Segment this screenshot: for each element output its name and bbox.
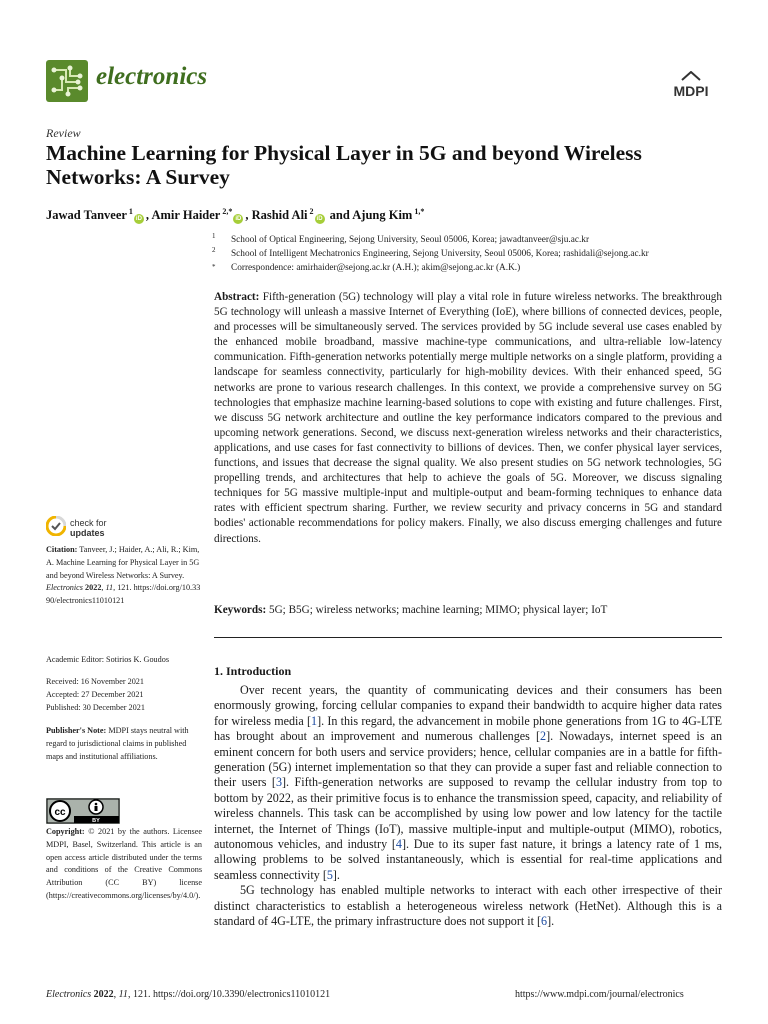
publisher-note xyxy=(46,725,202,763)
paragraph-text: ]. In this regard, the advancement in mobile phone generations from 1G to 4G-LTE has brought about an improvement and numerous challenges [ xyxy=(214,713,722,744)
publisher-note-text: MDPI stays neutral with regard to jurisdictional claims in published maps and institutional affiliations. xyxy=(46,726,189,761)
affiliation-text: Correspondence: amirhaider@sejong.ac.kr (A.H.); akim@sejong.ac.kr (A.K.) xyxy=(231,263,521,273)
publisher-note-label: Publisher's Note: xyxy=(46,726,107,735)
reference-link[interactable]: 5 xyxy=(326,867,333,882)
publisher-logo xyxy=(666,71,716,101)
journal-name: electronics xyxy=(96,63,208,90)
author-separator: , xyxy=(245,208,252,223)
author-affiliation-marker: 2 xyxy=(307,207,314,216)
creative-commons-icon xyxy=(46,798,120,824)
citation-block: Citation: Tanveer, J.; Haider, A.; Ali, R.; Kim, A. Machine Learning for Physical Layer in 5G and beyond Wireless Networks: A Survey. Electronics 2022, 11, 121. https://doi.org/10.3390/electronics11010121 xyxy=(46,545,201,606)
paragraph xyxy=(214,683,722,883)
paragraph xyxy=(214,883,722,929)
cc-by-license-badge[interactable] xyxy=(46,798,120,824)
paragraph-text: 5G technology has enabled multiple networks to interact with each other irrespective of their distinct characteristics to establish a heterogeneous wireless network (HetNet). Although this is a standard of 4G-LTE, the primary infrastructure does not support it [ xyxy=(214,883,722,929)
affiliation-marker: 1 xyxy=(212,232,216,240)
paragraph-text: ]. Fifth-generation networks are supposed to revamp the cellular industry from top to bottom by 2022, as their primitive focus is to enhance the transmission speed, capacity, and reliability of wireless channels. This task can be accomplished by using low power and low latency for the tactile internet, the Internet of Things (IoT), massive multiple-input and multiple-output (MIMO), robotics, autonomous vehicles, and industry [ xyxy=(214,775,722,852)
affiliation-text: School of Intelligent Mechatronics Engineering, Sejong University, Seoul 05006, Korea; rashidali@sejong.ac.kr xyxy=(231,249,649,259)
copyright-text: © 2021 by the authors. Licensee MDPI, Basel, Switzerland. This article is an open access article distributed under the terms and conditions of the Creative Commons Attribution (CC BY) license (https://creativecommons.org/licenses/by/4.0/). xyxy=(46,827,203,900)
svg-text:cc: cc xyxy=(54,807,66,818)
reference-link[interactable]: 2 xyxy=(540,729,547,744)
paragraph-text: Over recent years, the quantity of communicating devices and their consumers has been enormously growing, forcing cellular companies to expand their bandwidth to acquire higher data rates for wireless media [ xyxy=(214,683,722,728)
reference-link[interactable]: 1 xyxy=(311,713,318,728)
author-separator: , xyxy=(145,208,152,223)
cc-by-label: BY xyxy=(92,818,100,824)
paragraph-text: ]. Nowadays, internet speed is an eminent concern for both users and service providers; hence, cellular companies are in a battle for fifth-generation (5G) internet implementation so that they can provide a super fast and reliable connection to their users [ xyxy=(214,729,722,790)
citation-label: Citation: xyxy=(46,545,78,554)
author-affiliation-marker: 1 xyxy=(126,207,133,216)
footer-doi: , 121. https://doi.org/10.3390/electronics11010121 xyxy=(127,989,331,1000)
journal-logo xyxy=(46,60,88,102)
paragraph-text: ]. Due to its super fast nature, it brings a latency rate of 1 ms, allowing problems to be solved instantaneously, which is essential for real-time applications and seamless connectivity [ xyxy=(214,837,722,882)
citation-text: Tanveer, J.; Haider, A.; Ali, R.; Kim, A. Machine Learning for Physical Layer in 5G and beyond Wireless Networks: A Survey. xyxy=(46,545,200,580)
paragraph-text: ]. xyxy=(332,867,340,882)
article-title: Machine Learning for Physical Layer in 5G and beyond Wireless Networks: A Survey xyxy=(46,141,642,189)
footer-volume: 11 xyxy=(118,989,128,1000)
check-updates-label-bold: updates xyxy=(70,528,105,538)
reference-link[interactable]: 3 xyxy=(275,775,283,790)
footer-journal: Electronics xyxy=(46,989,92,1000)
author-name: Ajung Kim xyxy=(352,208,413,223)
keywords-text: 5G; B5G; wireless networks; machine learning; MIMO; physical layer; IoT xyxy=(269,604,608,616)
accepted-date: Accepted: 27 December 2021 xyxy=(46,689,144,699)
abstract-text: Fifth-generation (5G) technology will play a vital role in future wireless networks. The breakthrough 5G technology will unleash a massive Internet of Everything (IoE), where billions of connected devices, people, and processes will be simultaneously served. The services provided by 5G include several use cases enabled by the enhanced mobile broadband, massive machine-type communications, and ultra-reliable low-latency communication. Fifth-generation networks potentially merge multiple networks on a single platform, providing a landscape for seamless connectivity, particularly for high-mobility devices. With their enhanced speed, 5G networks are prone to various research challenges. In this context, we provide a comprehensive survey on 5G technologies that emphasize machine learning-based solutions to cope with existing and future challenges. First, we discuss 5G network architecture and outline the key performance indicators compared to the previous and upcoming network generations. Second, we discuss next-generation wireless networks and their characteristics, applications, and use cases for fast connectivity to billions of devices. Then, we confer physical layer services, functions, and issues that decrease the signal quality. We also present studies on 5G network technologies, 5G propelling trends, and architectures that help to achieve the goals of 5G. Moreover, we discuss signaling techniques for 5G massive multiple-input and multiple-output and beam-forming techniques to enhance data rates with efficient spectrum sharing. Further, we review security and privacy concerns in 5G and standard bodies' actionable recommendations for policy makers. Finally, we also discuss emerging challenges and future directions. xyxy=(214,291,722,545)
check-for-updates-button[interactable] xyxy=(46,516,126,542)
introduction-body xyxy=(214,683,722,930)
abstract xyxy=(214,290,722,547)
section-divider xyxy=(214,637,722,638)
citation-pages: 121. xyxy=(117,583,132,593)
paragraph-text: ]. xyxy=(547,914,555,929)
check-updates-label: check for xyxy=(70,518,107,528)
abstract-label: Abstract: xyxy=(214,291,260,303)
orcid-icon[interactable]: iD xyxy=(235,216,242,223)
author-name: Rashid Ali xyxy=(251,208,308,223)
received-date: Received: 16 November 2021 xyxy=(46,677,144,686)
academic-editor: Academic Editor: Sotirios K. Goudos xyxy=(46,655,170,664)
copyright-notice xyxy=(46,826,202,903)
reference-link[interactable]: 4 xyxy=(395,837,402,852)
dates-block xyxy=(46,676,202,714)
section-heading: 1. Introduction xyxy=(214,664,292,678)
author-affiliation-marker: 2,* xyxy=(220,207,233,216)
footer-journal-url[interactable]: https://www.mdpi.com/journal/electronics xyxy=(515,989,684,1000)
footer-citation: Electronics 2022, 11, 121. https://doi.org/10.3390/electronics11010121 xyxy=(46,989,331,1000)
publisher-name: MDPI xyxy=(673,83,709,99)
author-list xyxy=(46,207,424,224)
citation-doi-link[interactable]: https://doi.org/10.3390/electronics11010121 xyxy=(46,583,201,606)
mdpi-logo-icon xyxy=(666,71,716,101)
keywords-label: Keywords: xyxy=(214,604,267,616)
affiliation-marker: 2 xyxy=(212,246,216,254)
orcid-icon[interactable]: iD xyxy=(135,216,142,223)
published-date: Published: 30 December 2021 xyxy=(46,702,145,712)
citation-volume: 11 xyxy=(105,583,114,593)
footer-year: 2022 xyxy=(93,989,114,1000)
keywords xyxy=(214,603,722,618)
citation-year: 2022 xyxy=(85,583,102,593)
affiliation-marker: * xyxy=(212,263,216,271)
author-name: Jawad Tanveer xyxy=(46,208,127,223)
reference-link[interactable]: 6 xyxy=(541,914,548,929)
check-updates-icon xyxy=(46,516,66,536)
citation-journal: Electronics xyxy=(46,583,83,593)
author-affiliation-marker: 1,* xyxy=(412,207,425,216)
author-name: Amir Haider xyxy=(151,208,221,223)
article-type: Review xyxy=(46,126,81,140)
orcid-icon[interactable]: iD xyxy=(316,216,323,223)
copyright-label: Copyright: xyxy=(46,827,85,836)
affiliation-text: School of Optical Engineering, Sejong University, Seoul 05006, Korea; jawadtanveer@sju.ac.kr xyxy=(231,235,590,245)
author-separator: and xyxy=(326,208,353,223)
